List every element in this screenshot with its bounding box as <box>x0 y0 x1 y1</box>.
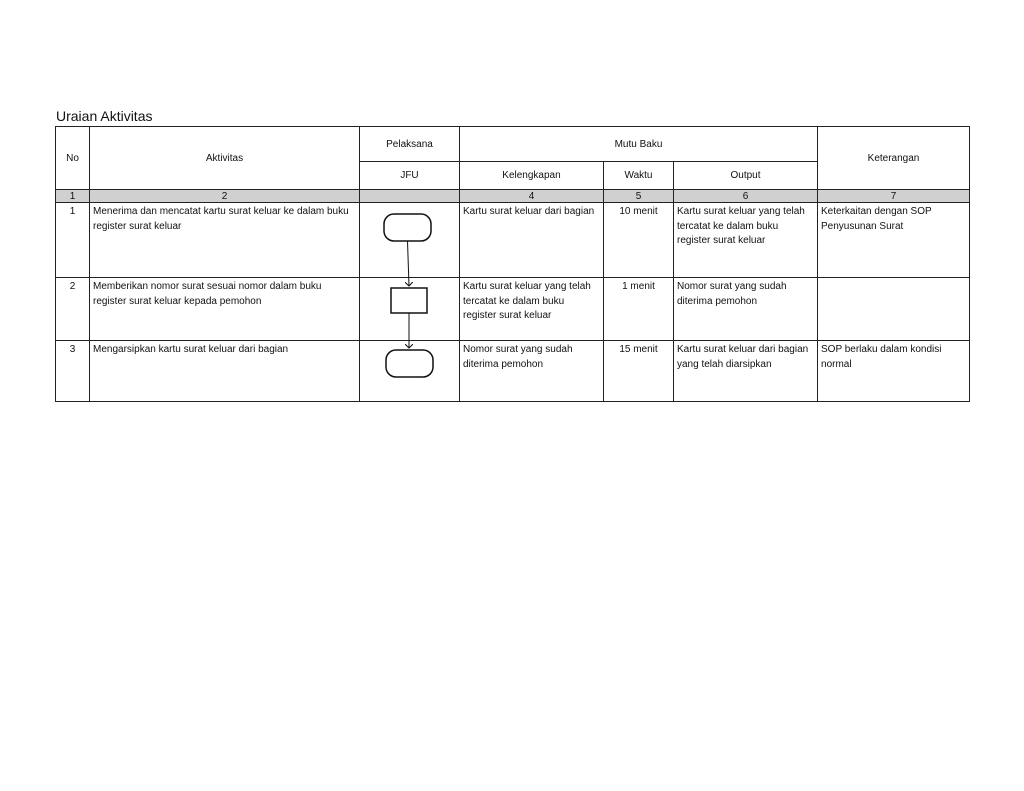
row-kelengkapan: Nomor surat yang sudah diterima pemohon <box>460 341 604 402</box>
row-kelengkapan: Kartu surat keluar dari bagian <box>460 203 604 278</box>
row-pelaksana-cell <box>360 203 460 278</box>
row-no: 3 <box>56 341 90 402</box>
row-aktivitas: Menerima dan mencatat kartu surat keluar ke dalam buku register surat keluar <box>90 203 360 278</box>
column-number <box>360 190 460 203</box>
header-row-top <box>56 127 970 162</box>
row-waktu: 15 menit <box>604 341 674 402</box>
header-no: No <box>56 127 90 190</box>
table-row <box>56 203 970 278</box>
column-number: 4 <box>460 190 604 203</box>
row-pelaksana-cell <box>360 278 460 341</box>
column-number: 5 <box>604 190 674 203</box>
row-aktivitas: Memberikan nomor surat sesuai nomor dalam buku register surat keluar kepada pemohon <box>90 278 360 341</box>
header-waktu: Waktu <box>604 162 674 190</box>
header-kelengkapan: Kelengkapan <box>460 162 604 190</box>
column-number: 2 <box>90 190 360 203</box>
column-number: 6 <box>674 190 818 203</box>
row-pelaksana-cell <box>360 341 460 402</box>
row-keterangan: Keterkaitan dengan SOP Penyusunan Surat <box>818 203 970 278</box>
row-aktivitas: Mengarsipkan kartu surat keluar dari bagian <box>90 341 360 402</box>
table-row <box>56 278 970 341</box>
row-no: 2 <box>56 278 90 341</box>
table-row <box>56 341 970 402</box>
row-keterangan <box>818 278 970 341</box>
header-keterangan: Keterangan <box>818 127 970 190</box>
header-pelaksana: Pelaksana <box>360 127 460 162</box>
row-keterangan: SOP berlaku dalam kondisi normal <box>818 341 970 402</box>
column-number: 7 <box>818 190 970 203</box>
header-jfu: JFU <box>360 162 460 190</box>
row-waktu: 10 menit <box>604 203 674 278</box>
header-mutu-baku: Mutu Baku <box>460 127 818 162</box>
row-waktu: 1 menit <box>604 278 674 341</box>
column-number: 1 <box>56 190 90 203</box>
row-output: Kartu surat keluar dari bagian yang telah diarsipkan <box>674 341 818 402</box>
row-no: 1 <box>56 203 90 278</box>
header-output: Output <box>674 162 818 190</box>
row-kelengkapan: Kartu surat keluar yang telah tercatat ke dalam buku register surat keluar <box>460 278 604 341</box>
column-number-row <box>56 190 970 203</box>
row-output: Nomor surat yang sudah diterima pemohon <box>674 278 818 341</box>
section-title: Uraian Aktivitas <box>56 108 153 124</box>
activity-table <box>55 126 970 402</box>
row-output: Kartu surat keluar yang telah tercatat ke dalam buku register surat keluar <box>674 203 818 278</box>
header-aktivitas: Aktivitas <box>90 127 360 190</box>
